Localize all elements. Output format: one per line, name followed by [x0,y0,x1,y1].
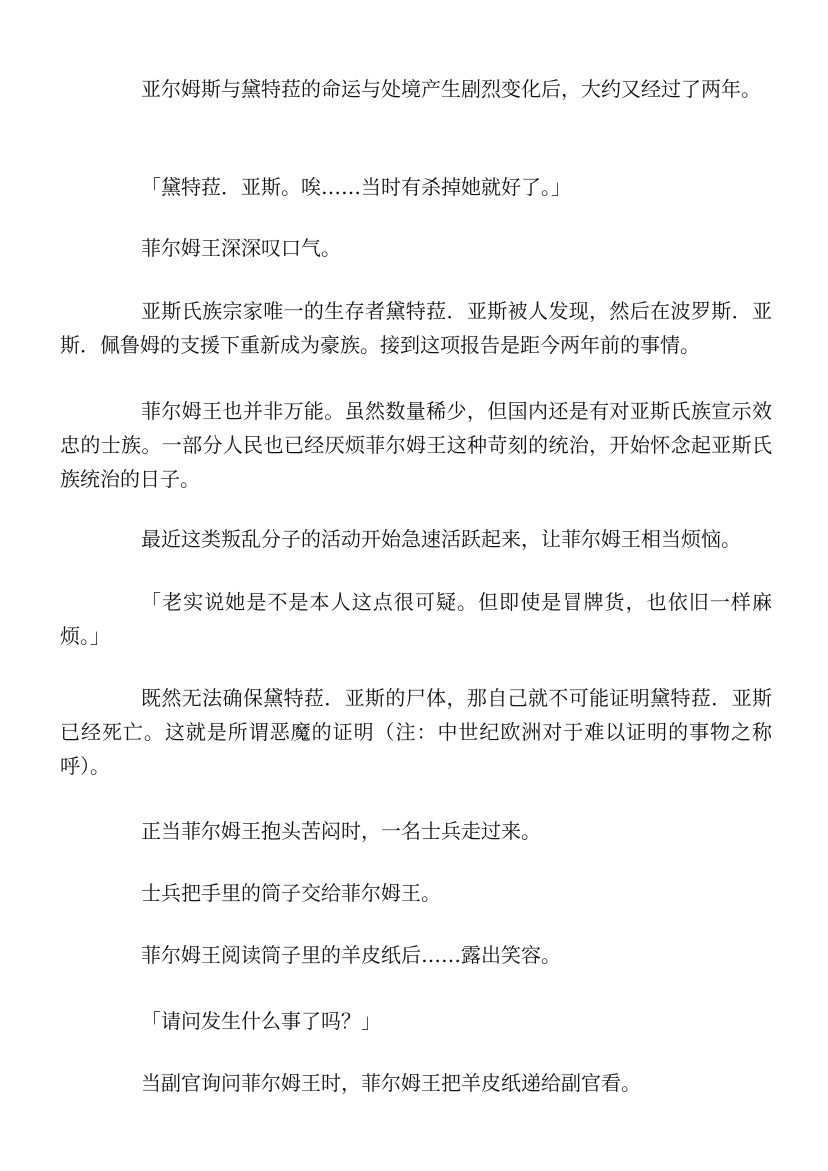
paragraph-9: 正当菲尔姆王抱头苦闷时，一名士兵走过来。 [141,819,541,843]
paragraph-12: 「请问发生什么事了吗？」 [141,1009,381,1033]
paragraph-10: 士兵把手里的筒子交给菲尔姆王。 [141,881,441,905]
paragraph-6: 最近这类叛乱分子的活动开始急速活跃起来，让菲尔姆王相当烦恼。 [141,527,741,551]
paragraph-5: 菲尔姆王也并非万能。虽然数量稀少，但国内还是有对亚斯氏族宣示效忠的士族。一部分人民也已经厌烦菲尔姆王这种苛刻的统治，开始怀念起亚斯氏族统治的日子。 [60,399,772,491]
paragraph-1: 亚尔姆斯与黛特菈的命运与处境产生剧烈变化后，大约又经过了两年。 [141,77,761,101]
paragraph-8: 既然无法确保黛特菈．亚斯的尸体，那自己就不可能证明黛特菈．亚斯已经死亡。这就是所谓恶魔的证明（注：中世纪欧洲对于难以证明的事物之称呼）。 [60,686,772,778]
paragraph-7: 「老实说她是不是本人这点很可疑。但即使是冒牌货，也依旧一样麻烦。」 [60,590,772,648]
paragraph-11: 菲尔姆王阅读筒子里的羊皮纸后……露出笑容。 [141,943,561,967]
paragraph-4: 亚斯氏族宗家唯一的生存者黛特菈．亚斯被人发现，然后在波罗斯．亚斯．佩鲁姆的支援下重新成为豪族。接到这项报告是距今两年前的事情。 [60,299,772,357]
paragraph-2: 「黛特菈．亚斯。唉……当时有杀掉她就好了。」 [141,175,571,199]
paragraph-13: 当副官询问菲尔姆王时，菲尔姆王把羊皮纸递给副官看。 [141,1071,641,1095]
paragraph-3: 菲尔姆王深深叹口气。 [141,236,341,260]
